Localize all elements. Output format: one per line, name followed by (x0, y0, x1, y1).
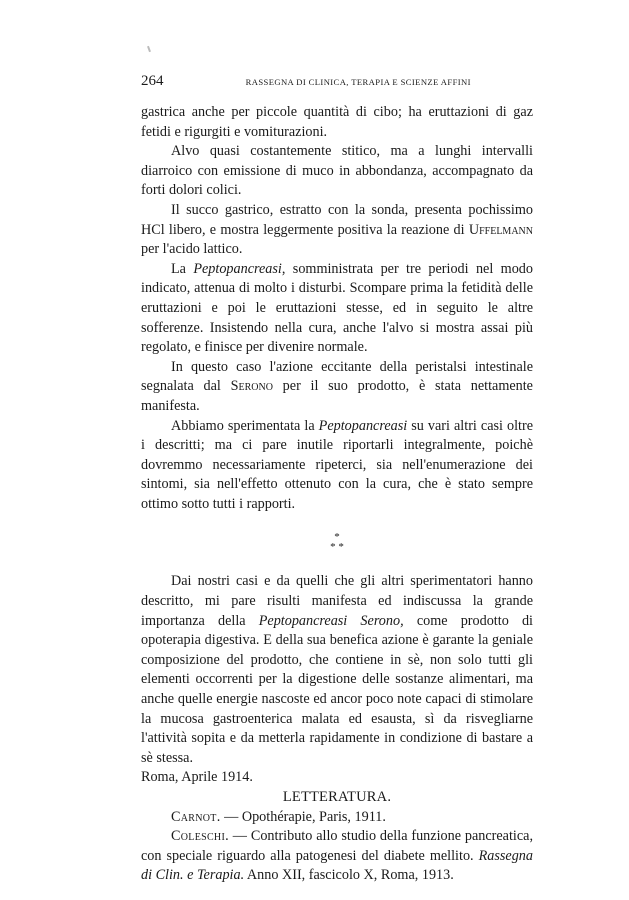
date-line: Roma, Aprile 1914. (141, 769, 253, 786)
paragraph: Abbiamo sperimentata la Peptopancreasi su vari altri casi oltre i descritti; ma ci pare inutile riportarli integralmente, poichè dovremmo necessariamente ripeterci, sia nell'enumerazione dei sintomi, sia nell'effetto ottenuto con la cura, che è stato sempre ottimo sotto tutti i rapporti. (141, 417, 534, 512)
paragraph: Alvo quasi costantemente stitico, ma a lunghi intervalli diarroico con emissione di muco in abbondanza, accompagnato da forti dolori colici. (141, 143, 533, 199)
product-name: Peptopancreasi (193, 260, 282, 277)
reference-author: Carnot. (171, 808, 221, 825)
body-text (141, 103, 533, 886)
section-heading: LETTERATURA. (282, 789, 392, 805)
reference-item: Carnot. — Opothérapie, Paris, 1911. (171, 808, 386, 825)
reference-item: Coleschi. — Contributo allo studio della funzione pancreatica, con speciale riguardo alla patogenesi del diabete mellito. Rassegna di Clin. e Terapia. Anno XII, fascicolo X, Roma, 1913. (141, 828, 533, 884)
journal-name: Rassegna di Clin. e Terapia. (141, 847, 533, 884)
paragraph: gastrica anche per piccole quantità di cibo; ha eruttazioni di gaz fetidi e rigurgiti e vomiturazioni. (141, 104, 533, 140)
product-name: Peptopancreasi Serono, (258, 612, 404, 629)
scan-mark (147, 46, 151, 52)
reference-list (141, 808, 533, 886)
product-name: Peptopancreasi (318, 417, 408, 434)
section-separator: * * * (330, 531, 344, 554)
page-number: 264 (141, 73, 164, 89)
author-name: Serono (230, 378, 273, 395)
paragraph: La Peptopancreasi, somministrata per tre periodi nel modo indicato, attenua di molto i disturbi. Scompare prima la fetidità delle eruttazioni e poi le eruttazioni stesse, ed in seguito le altre sofferenze. Insistendo nella cura, anche l'alvo si mostra assai più regolato, e finisce per divenire normale. (141, 260, 533, 356)
paragraph: Dai nostri casi e da quelli che gli altri sperimentatori hanno descritto, mi pare risulti manifesta ed indiscussa la grande importanza della Peptopancreasi Serono, come prodotto di opoterapia digestiva. E della sua benefica azione è garante la geniale composizione del prodotto, che contiene in sè, non solo tutti gli elementi occorrenti per la digestione delle sostanze alimentari, ma anche quelle energie nascoste ed ancor poco note capaci di stimolare la mucosa gastroenterica malata ed esausta, sì da risvegliarne l'attività sopita e da metterla rapidamente in condizione di bastare a sè stessa. (141, 573, 533, 766)
reference-author: Coleschi. (171, 828, 229, 845)
paragraph: In questo caso l'azione eccitante della peristalsi intestinale segnalata dal Serono per il suo prodotto, è stata nettamente manifesta. (141, 358, 533, 414)
paragraph: Il succo gastrico, estratto con la sonda, presenta pochissimo HCl libero, e mostra leggermente positiva la reazione di Uffelmann per l'acido lattico. (141, 201, 533, 258)
running-title: RASSEGNA DI CLINICA, TERAPIA E SCIENZE AFFINI (245, 77, 471, 87)
page-header (141, 73, 533, 90)
author-name: Uffelmann (468, 221, 533, 238)
